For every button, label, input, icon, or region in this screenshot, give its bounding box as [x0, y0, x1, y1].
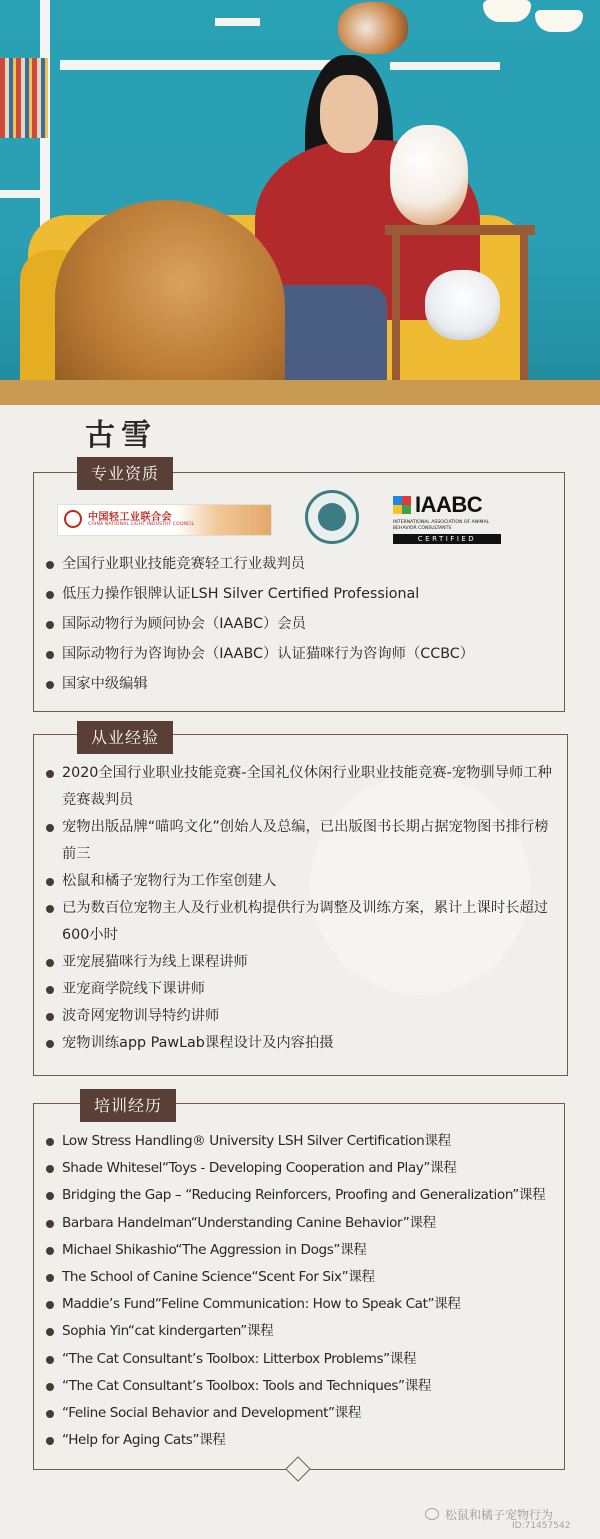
books-image: [0, 58, 48, 138]
list-item: 全国行业职业技能竞赛轻工行业裁判员: [45, 551, 565, 578]
list-item: Bridging the Gap – “Reducing Reinforcers, Proofing and Generalization”课程: [45, 1182, 565, 1209]
wall-shelf: [0, 190, 45, 198]
list-item: “The Cat Consultant’s Toolbox: Litterbox Problems”课程: [45, 1346, 565, 1373]
cnlic-logo-subtext: CHINA NATIONAL LIGHT INDUSTRY COUNCIL: [88, 522, 195, 527]
lsh-silver-badge-icon: [305, 490, 359, 544]
qualifications-list: [45, 551, 565, 698]
cnlic-logo-text: 中国轻工业联合会: [88, 512, 172, 523]
side-table: [385, 225, 535, 235]
list-item: 亚宠展猫咪行为线上课程讲师: [45, 949, 555, 976]
list-item: 国际动物行为顾问协会（IAABC）会员: [45, 611, 565, 638]
wall-shelf: [60, 60, 340, 70]
list-item: “The Cat Consultant’s Toolbox: Tools and Techniques”课程: [45, 1373, 565, 1400]
iaabc-mark-icon: [393, 496, 411, 514]
list-item: 波奇网宠物训导特约讲师: [45, 1003, 555, 1030]
training-title: 培训经历: [80, 1089, 176, 1122]
training-list: [45, 1128, 565, 1454]
qualification-logos: [55, 490, 505, 545]
qualifications-title: 专业资质: [77, 457, 173, 490]
white-kitten-image: [425, 270, 500, 340]
person-name: 古雪: [85, 418, 157, 453]
list-item: Low Stress Handling® University LSH Silver Certification课程: [45, 1128, 565, 1155]
iaabc-certified-label: CERTIFIED: [393, 534, 501, 544]
iaabc-logo-text: IAABC: [415, 492, 483, 517]
list-item: 松鼠和橘子宠物行为工作室创建人: [45, 868, 555, 895]
list-item: 宠物训练app PawLab课程设计及内容拍摄: [45, 1030, 555, 1057]
iaabc-logo-subtext: INTERNATIONAL ASSOCIATION OF ANIMAL BEHAVIOR CONSULTANTS: [393, 520, 490, 531]
list-item: 已为数百位宠物主人及行业机构提供行为调整及训练方案，累计上课时长超过600小时: [45, 895, 555, 949]
experience-list: [45, 760, 555, 1057]
wall-shelf: [215, 18, 260, 26]
list-item: “Feline Social Behavior and Development”课程: [45, 1400, 565, 1427]
cnlic-mark-icon: [64, 510, 82, 528]
lamp-shade: [483, 0, 531, 22]
cat-on-shelf-image: [338, 2, 408, 54]
lamp-shade: [535, 10, 583, 32]
orange-white-cat-image: [390, 125, 468, 225]
experience-title: 从业经验: [77, 721, 173, 754]
list-item: Barbara Handelman“Understanding Canine Behavior”课程: [45, 1210, 565, 1237]
list-item: “Help for Aging Cats”课程: [45, 1427, 565, 1454]
golden-retriever-image: [55, 200, 285, 405]
header-photo: [0, 0, 600, 405]
person-face: [320, 75, 378, 153]
iaabc-logo: [393, 492, 503, 544]
list-item: 低压力操作银牌认证LSH Silver Certified Professional: [45, 581, 565, 608]
list-item: 国家中级编辑: [45, 671, 565, 698]
list-item: 2020全国行业职业技能竞赛-全国礼仪休闲行业职业技能竞赛-宠物驯导师工种竞赛裁判员: [45, 760, 555, 814]
lsh-badge-center: [318, 503, 346, 531]
watermark-account: 松鼠和橘子宠物行为: [445, 1508, 554, 1522]
list-item: The School of Canine Science“Scent For Six”课程: [45, 1264, 565, 1291]
list-item: 国际动物行为咨询协会（IAABC）认证猫咪行为咨询师（CCBC）: [45, 641, 565, 668]
wall-shelf: [390, 62, 500, 70]
list-item: 亚宠商学院线下课讲师: [45, 976, 555, 1003]
list-item: Sophia Yin“cat kindergarten”课程: [45, 1318, 565, 1345]
list-item: Michael Shikashio“The Aggression in Dogs”课程: [45, 1237, 565, 1264]
floor: [0, 380, 600, 405]
list-item: Maddie’s Fund“Feline Communication: How to Speak Cat”课程: [45, 1291, 565, 1318]
list-item: 宠物出版品牌“喵呜文化”创始人及总编，已出版图书长期占据宠物图书排行榜前三: [45, 814, 555, 868]
list-item: Shade Whitesel“Toys - Developing Cooperation and Play”课程: [45, 1155, 565, 1182]
watermark-id: ID:71457542: [512, 1521, 571, 1531]
cnlic-logo: [57, 504, 272, 536]
wechat-icon: [425, 1508, 439, 1520]
